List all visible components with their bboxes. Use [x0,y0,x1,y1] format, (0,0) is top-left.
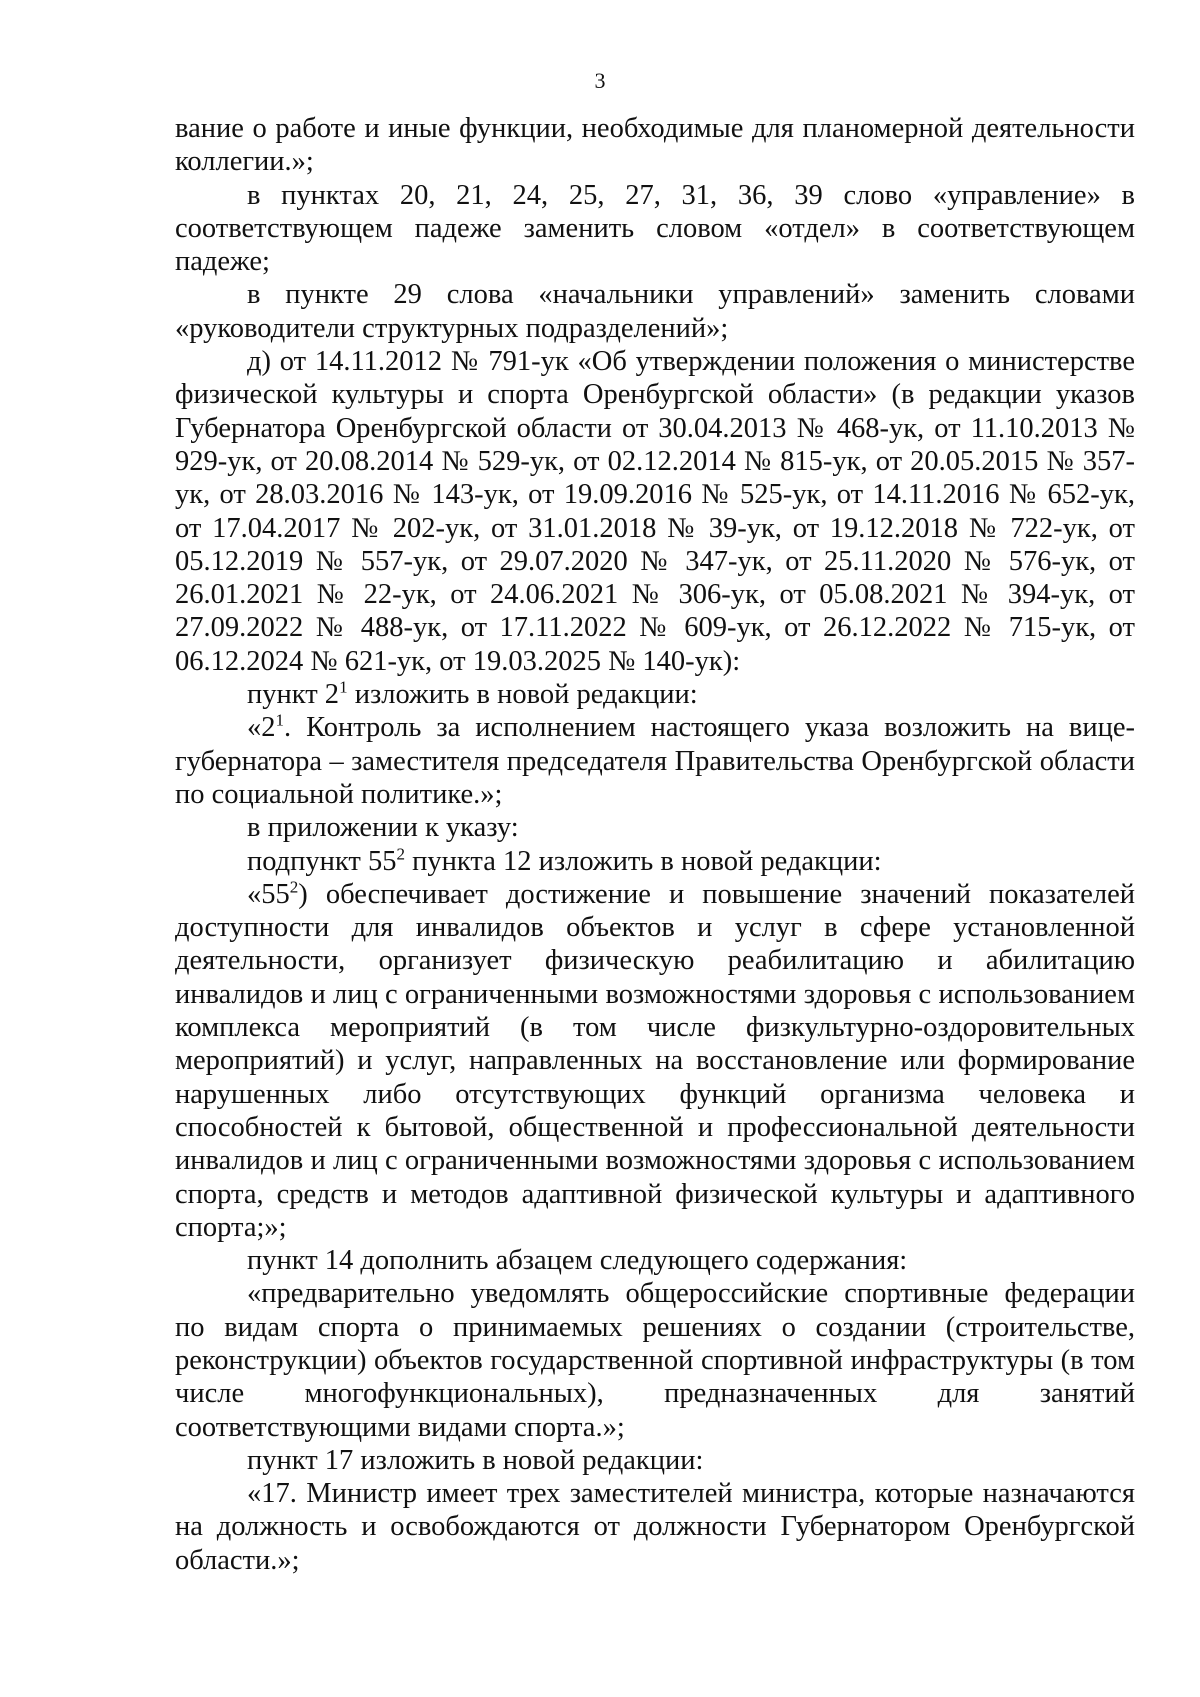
paragraph-control-clause [175,711,1135,811]
superscript: 1 [339,677,348,697]
text-fragment: подпункт 55 [247,845,397,877]
page-number: 3 [594,68,606,93]
paragraph-decree-d: д) от 14.11.2012 № 791-ук «Об утверждении положения о министерстве физической культуры и спорта Оренбургской области» (в редакции указов Губернатора Оренбургской области от 30.04.2013 № 468-ук, от 11.10.2013 № 929-ук, от 20.08.2014 № 529-ук, от 02.12.2014 № 815-ук, от 20.05.2015 № 357-ук, от 28.03.2016 № 143-ук, от 19.09.2016 № 525-ук, от 14.11.2016 № 652-ук, от 17.04.2017 № 202-ук, от 31.01.2018 № 39-ук, от 19.12.2018 № 722-ук, от 05.12.2019 № 557-ук, от 29.07.2020 № 347-ук, от 25.11.2020 № 576-ук, от 26.01.2021 № 22-ук, от 24.06.2021 № 306-ук, от 05.08.2021 № 394-ук, от 27.09.2022 № 488-ук, от 17.11.2022 № 609-ук, от 26.12.2022 № 715-ук, от 06.12.2024 № 621-ук, от 19.03.2025 № 140-ук): [175,346,1135,677]
paragraph-points-replacement: в пунктах 20, 21, 24, 25, 27, 31, 36, 39 слово «управление» в соответствующем падеже заменить словом «отдел» в соответствующем падеже; [175,179,1135,278]
paragraph-point-17-text: «17. Министр имеет трех заместителей министра, которые назначаются на должность и освобождаются от должности Губернатором Оренбургской области.»; [175,1478,1135,1576]
document-body [175,112,1135,1577]
paragraph-continuation: вание о работе и иные функции, необходимые для планомерной деятельности коллегии.»; [175,113,1135,178]
text-fragment: изложить в новой редакции: [347,679,698,711]
paragraph-point-14-text: «предварительно уведомлять общероссийские спортивные федерации по видам спорта о принимаемых решениях о создании (строительстве, реконструкции) объектов государственной спортивной инфраструктуры (в том числе многофункциональных), предназначенных для занятий соответствующими видами спорта.»; [175,1278,1135,1443]
superscript: 2 [396,844,406,864]
text-fragment: пункта 12 изложить в новой редакции: [405,845,882,877]
superscript: 2 [289,877,299,897]
paragraph-point-17: пункт 17 изложить в новой редакции: [247,1444,704,1476]
paragraph-subpoint-55-2 [175,845,1135,878]
paragraph-appendix: в приложении к указу: [247,812,519,844]
paragraph-point-14: пункт 14 дополнить абзацем следующего содержания: [247,1245,908,1277]
paragraph-point-29: в пункте 29 слова «начальники управлений» заменить словами «руководители структурных подразделений»; [175,279,1135,344]
text-fragment: «55 [247,878,290,910]
text-fragment: пункт 2 [247,679,340,711]
text-fragment: . Контроль за исполнением настоящего указа возложить на вице-губернатора – заместителя председателя Правительства Оренбургской области по социальной политике.»; [175,712,1135,810]
text-fragment: ) обеспечивает достижение и повышение значений показателей доступности для инвалидов объектов и услуг в сфере установленной деятельности, организует физическую реабилитацию и абилитацию инвалидов и лиц с ограниченными возможностями здоровья с использованием комплекса мероприятий (в том числе физкультурно-оздоровительных мероприятий) и услуг, направленных на восстановление или формирование нарушенных либо отсутствующих функций организма человека и способностей к бытовой, общественной и профессиональной деятельности инвалидов и лиц с ограниченными возможностями здоровья с использованием спорта, средств и методов адаптивной физической культуры и адаптивного спорта;»; [175,878,1135,1243]
text-fragment: «2 [247,712,276,744]
paragraph-subpoint-55-2-text [175,878,1135,1244]
paragraph-point-2-1 [175,678,1135,711]
superscript: 1 [275,710,285,730]
